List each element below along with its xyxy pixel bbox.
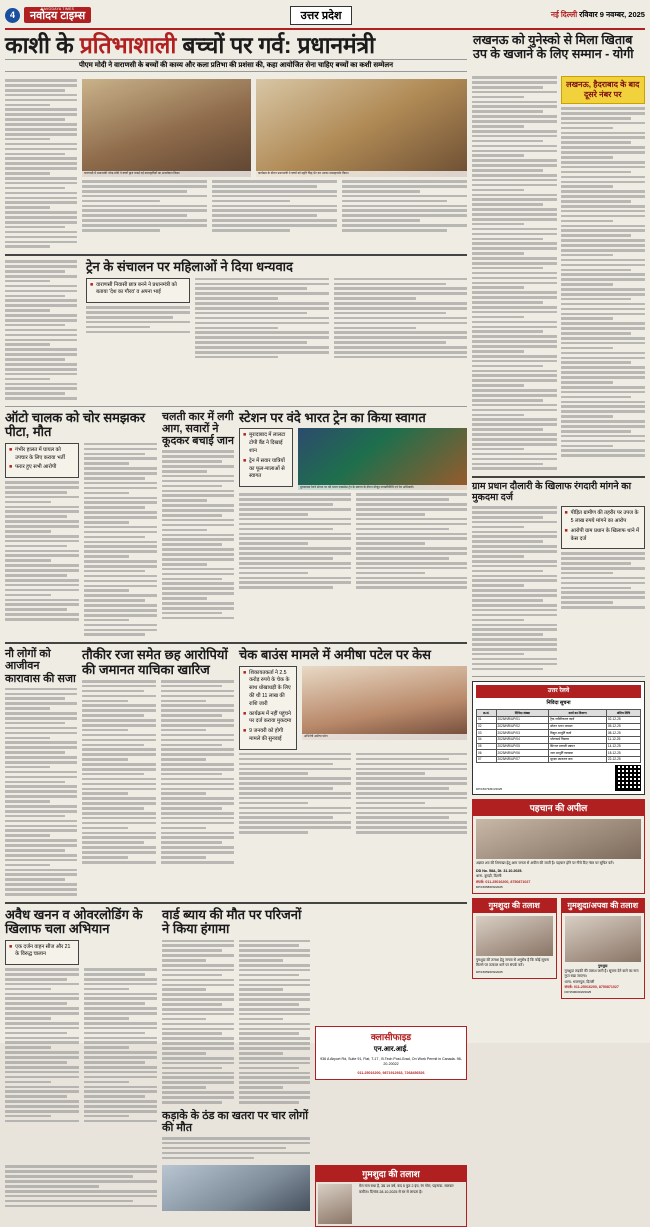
notice-title: उत्तर रेलवे (476, 685, 641, 698)
cell: 2025/NR/UP/03 (496, 730, 549, 737)
story-mining-bullet-0: एक दर्जन वाहन सीज और 21 के विरुद्ध चालान (15, 943, 71, 958)
side-lead-headline: लखनऊ को युनेस्को से मिला खिताब उप के खजाने के लिए सम्मान - योगी (473, 33, 634, 62)
story-vande-bullets (239, 428, 293, 487)
notice-table-header-row (477, 710, 641, 717)
lead-headline-part1: काशी के (5, 32, 74, 58)
story-auto-text-2 (84, 443, 158, 639)
cell: ट्रैक नवीनीकरण कार्य (549, 716, 607, 723)
story-mining-headline: अवैध खनन व ओवरलोडिंग के खिलाफ चला अभियान (5, 906, 143, 937)
story-gram-bullet-1: आरोपी ग्राम प्रधान के खिलाफ थाने में केस दर्ज (570, 527, 640, 542)
state-box: उत्तर प्रदेश (290, 6, 353, 25)
table-row (477, 736, 641, 743)
story-auto-bullets (5, 443, 79, 478)
bullet-dot-icon: ■ (9, 446, 13, 453)
cell: 2025/NR/UP/01 (496, 716, 549, 723)
right-rail (472, 76, 645, 1227)
cell: 2025/NR/UP/02 (496, 723, 549, 730)
notice-col-2: कार्य का विवरण (549, 710, 607, 717)
notice-subtitle: निविदा सूचना (546, 700, 571, 707)
gumshuda2-dp-code: DP/15060/DW/2025 (564, 990, 592, 995)
story-auto-driver (5, 411, 157, 638)
story-train-bullets (86, 278, 190, 304)
notice-dp-code: DP/15073/RO/2025 (476, 786, 503, 791)
story-train-bullet-0: वाराणसी निवासी छात्र बनने ने प्रधानमंत्री को बताया 'देश का गौरव' व अपना भाई (96, 281, 177, 296)
cell: 22-12-25 (606, 756, 640, 763)
cell: 05 (477, 743, 497, 750)
gumshuda2-contact: संपर्क: 011-25016200, 8750871027 (564, 985, 619, 990)
story-vande-photo-caption: मुरादाबाद रेलवे स्टेशन पर वंदे भारत एक्सप्रेस ट्रेन के स्वागत के दौरान मौजूद जनप्रतिनिधि एवं रेल अधिकारी। (298, 485, 467, 491)
story-bail-rejected (82, 648, 234, 898)
gumshuda-notice-2 (561, 898, 646, 999)
story-ward-boy (162, 908, 310, 1162)
story-vande-bharat (239, 411, 467, 638)
table-row (477, 750, 641, 757)
gumshuda2-title: गुमशुदा/अपवा की तलाश (561, 898, 646, 913)
story-train-left-text (5, 260, 77, 402)
cell: 03 (477, 730, 497, 737)
story-auto-bullet-1: फरार हुए सभी आरोपी (15, 464, 57, 471)
lead-photo-1 (82, 79, 251, 177)
bullet-dot-icon: ■ (9, 943, 13, 950)
story-auto-bullet-0: गंभीर हालत में घायल को उपचार के लिए कराया भर्ती (15, 446, 65, 461)
story-train-thanks (5, 260, 467, 402)
side-lead-text-1 (472, 76, 557, 472)
logo-title: नवोदय टाइम्स (30, 10, 86, 23)
story-train-headline: ट्रेन के संचालन पर महिलाओं ने दिया धन्यवाद (86, 259, 293, 275)
pehchan-title: पहचान की अपील (472, 799, 645, 816)
story-cheque-photo (302, 666, 467, 740)
bottom-notice-photo (162, 1165, 310, 1211)
masthead (5, 4, 645, 30)
story-vande-bullet-0: मुरादाबाद में लालटा टोपी बैंड ने दिखाई शान (249, 432, 286, 455)
story-nine-life-headline: नौ लोगों को आजीवन कारावास की सजा (5, 648, 76, 685)
story-cheque-bullet-0: शिकायतकर्ता ने 2.5 करोड़ रुपये के चेक के साथ धोखाधड़ी के लिए की थी 11 लाख की राशि जारी (249, 669, 291, 707)
side-lead-yellow-box: लखनऊ, हैदराबाद के बाद दूसरे नंबर पर (561, 76, 646, 104)
pehchan-notice (472, 799, 645, 893)
classified-title: क्लासीफाइड (370, 1031, 412, 1042)
story-gram-text (472, 506, 557, 672)
bullet-dot-icon: ■ (243, 669, 247, 676)
story-auto-headline: ऑटो चालक को चोर समझकर पीटा, मौत (5, 410, 146, 440)
table-row (477, 730, 641, 737)
gumshuda1-photo (476, 916, 553, 956)
lead-subhead: पीएम मोदी ने वाराणसी के बच्चों की काव्य और कला प्रतिभा की प्रशंसा की, कहा आयोजित सेना चाहिए बच्चों का कशी सम्मेलन (5, 59, 467, 72)
story-gram-pradhan (472, 482, 645, 672)
gumshuda2-name: गुमशुदा (598, 963, 608, 968)
story-car-fire-headline: चलती कार में लगी आग, सवारों ने कूदकर बचाई जान (162, 411, 234, 448)
story-cheque-photo-caption: अभिनेत्री अमीषा पटेल (302, 734, 467, 740)
story-vande-text-1 (239, 493, 351, 591)
bullet-dot-icon: ■ (243, 710, 247, 717)
story-vande-headline: स्टेशन पर वंदे भारत ट्रेन का किया स्वागत (239, 410, 426, 426)
cell: 14-12-25 (606, 743, 640, 750)
notice-table (476, 709, 641, 763)
gumshuda1-title: गुमशुदा की तलाश (472, 898, 557, 913)
gumshuda-notice-1 (472, 898, 557, 999)
notice-col-1: निविदा संख्या (496, 710, 549, 717)
classified-subtitle: एन.आर.आई. (373, 1045, 409, 1053)
story-village-headline: कड़ाके के ठंड का खतरा पर चार लोगों की मौत (162, 1109, 309, 1134)
story-mining-text-1 (5, 968, 79, 1125)
notice-col-0: क्र.सं. (477, 710, 497, 717)
story-cheque-headline: चेक बाउंस मामले में अमीषा पटेल पर केस (239, 647, 431, 663)
lead-photo-2-caption: कार्यक्रम के दौरान प्रधानमंत्री ने बच्चों को स्मृति चिह्न भेंट कर उनका उत्साहवर्धन किया। (256, 171, 467, 177)
cell: 08-12-25 (606, 730, 640, 737)
gumshuda2-station: थाना- भजनपुरा, दिल्ली (564, 979, 595, 984)
pehchan-dd-line: DD No. 58A, Dt. 31.10.2025. (476, 868, 523, 873)
cell: सिग्नल प्रणाली उन्नयन (549, 743, 607, 750)
footer-gumshuda-photo (318, 1184, 352, 1224)
side-lead-text-2 (561, 107, 646, 457)
classified-ad (315, 908, 467, 1162)
railway-tender-notice (472, 681, 645, 795)
cell: 11-12-25 (606, 736, 640, 743)
footer-gumshuda-body: मेरा नाम राधा है, उम्र 19 वर्ष, कद 5 फुट 2 इंच, रंग गोरा, पहनावा- सलवार कमीज। दिनांक 28.10.2025 से घर से लापता है। (359, 1184, 454, 1194)
bullet-dot-icon: ■ (564, 527, 568, 534)
pehchan-body: अज्ञात शव की शिनाख्त हेतु आम जनता से अपील की जाती है। पहचान होने पर नीचे दिए नंबर पर सूचित करें। (476, 861, 614, 866)
bullet-dot-icon: ■ (243, 432, 247, 439)
table-row (477, 723, 641, 730)
cell: 02 (477, 723, 497, 730)
story-gram-bullet-0: पीड़ित ग्रामीण की तहरीर पर उपज के 5 लाख रुपये मांगने का आरोप (570, 510, 639, 524)
story-vande-text-2 (356, 493, 468, 591)
classified-phones: 011-25016200, 9871912933, 7268456526 (357, 1070, 425, 1075)
story-cheque-text-1 (239, 753, 351, 836)
story-cheque-text-2 (356, 753, 468, 836)
cell: 2025/NR/UP/04 (496, 736, 549, 743)
cell: 04 (477, 736, 497, 743)
story-cheque-bullet-2: 9 जनवरी को होगी मामले की सुनवाई (249, 728, 284, 743)
notice-col-3: अंतिम तिथि (606, 710, 640, 717)
lead-headline-band (5, 33, 645, 72)
story-vande-bullet-1: ट्रेन में सवार यात्रियों का फूल-मालाओं से स्वागत (249, 457, 285, 480)
story-train-text-1 (195, 278, 329, 361)
cell: 2025/NR/UP/06 (496, 750, 549, 757)
table-row (477, 756, 641, 763)
story-cheque-bullet-1: कार्यक्रम में नहीं पहुंचने पर दर्ज कराया मुकदमा (249, 710, 292, 725)
bullet-dot-icon: ■ (9, 464, 13, 471)
story-mining-text-2 (84, 968, 158, 1125)
table-row (477, 743, 641, 750)
lead-photo-1-caption: वाराणसी में प्रधानमंत्री नरेन्द्र मोदी ने बच्चों द्वारा बनाई गई कलाकृतियों का अवलोकन किया। (82, 171, 251, 177)
newspaper-logo (24, 7, 91, 23)
story-bail-text-2 (161, 680, 235, 866)
lead-headline-part2: बच्चों पर गर्व: प्रधानमंत्री (182, 32, 375, 58)
bullet-dot-icon: ■ (564, 510, 568, 517)
bottom-left-text (5, 1165, 157, 1227)
page-number-badge: 4 (5, 8, 20, 23)
story-ward-text-2 (239, 940, 311, 1106)
lead-story-text (5, 79, 77, 250)
cell: सुरक्षा उपकरण क्रय (549, 756, 607, 763)
classified-address: 936 A Airport Rd, Suite 91, Flat, T-17 , B.Tech Post-Grad, On Work Permit in Canada. 98-20-20022 (320, 1056, 462, 1067)
pehchan-contact: संपर्क: 011-25016200, 8750871027 (476, 879, 531, 884)
edition-day: रविवार (579, 10, 598, 19)
bottom-mid-notice (162, 1165, 310, 1227)
pehchan-station: थाना- बुराड़ी, दिल्ली (476, 874, 502, 879)
cell: स्टेशन भवन मरम्मत (549, 723, 607, 730)
cell: 18-12-25 (606, 750, 640, 757)
pehchan-photo (476, 819, 641, 859)
lead-headline-highlight: प्रतिभाशाली (79, 32, 177, 58)
cell: प्लेटफार्म विस्तार (549, 736, 607, 743)
footer-gumshuda-title: गुमशुदा की तलाश (315, 1165, 467, 1182)
story-train-text-2 (334, 278, 468, 361)
qr-code-icon (615, 765, 641, 791)
gumshuda1-dp-code: DP/15059/DW/2025 (476, 970, 503, 975)
bullet-dot-icon: ■ (243, 728, 247, 735)
cell: जल आपूर्ति व्यवस्था (549, 750, 607, 757)
lead-headline (5, 33, 467, 57)
logo-subtitle: NAVODAYA TIMES (40, 6, 75, 11)
story-nine-life (5, 648, 77, 898)
story-bail-headline: तौकीर रजा समेत छह आरोपियों की जमानत याचिका खारिज (82, 647, 228, 677)
gumshuda2-photo (565, 916, 642, 962)
edition-info (551, 10, 645, 20)
story-bail-text-1 (82, 680, 156, 866)
cell: 2025/NR/UP/07 (496, 756, 549, 763)
table-row (477, 716, 641, 723)
story-ward-text-1 (162, 940, 234, 1106)
cell: 2025/NR/UP/05 (496, 743, 549, 750)
bullet-dot-icon: ■ (90, 281, 94, 288)
cell: 05-12-25 (606, 723, 640, 730)
story-illegal-mining (5, 908, 157, 1162)
bullet-dot-icon: ■ (243, 457, 247, 464)
lead-story-cont-3 (342, 180, 467, 234)
story-vande-photo (298, 428, 467, 490)
story-ward-headline: वार्ड ब्याय की मौत पर परिजनों ने किया हंगामा (162, 906, 302, 937)
cell: 07 (477, 756, 497, 763)
gumshuda1-body: गुमशुदा की तलाश हेतु जनता से अनुरोध है कि कोई सूचना मिलने पर तत्काल थाने पर संपर्क करें। (476, 957, 550, 967)
cell: 06 (477, 750, 497, 757)
side-lead-body (472, 76, 645, 472)
cell: 01 (477, 716, 497, 723)
story-cheque-bullets (239, 666, 297, 750)
story-gram-headline: ग्राम प्रधान दौलारी के खिलाफ रंगदारी मांगने का मुकदमा दर्ज (472, 481, 632, 504)
gumshuda2-body: गुमशुदा लड़की की तलाश जारी है। सूचना देने वाले का नाम गुप्त रखा जाएगा। (564, 968, 639, 979)
lead-photo-2 (256, 79, 467, 177)
cell: विद्युत आपूर्ति कार्य (549, 730, 607, 737)
story-mining-bullets (5, 940, 79, 966)
page-body (5, 76, 645, 1227)
story-gram-bullets (561, 506, 646, 549)
bottom-right-gumshuda (315, 1165, 467, 1227)
story-car-fire (162, 411, 234, 638)
cell: 02-12-25 (606, 716, 640, 723)
pehchan-dp-code: DP/15058/DW/2025 (476, 885, 503, 890)
edition-city: नई दिल्ली (550, 10, 578, 19)
story-cheque-bounce (239, 648, 467, 898)
edition-date: 9 नवम्बर, 2025 (599, 10, 645, 19)
lead-story-cont-2 (212, 180, 337, 234)
lead-story-cont-1 (82, 180, 207, 234)
left-section (5, 76, 467, 1227)
